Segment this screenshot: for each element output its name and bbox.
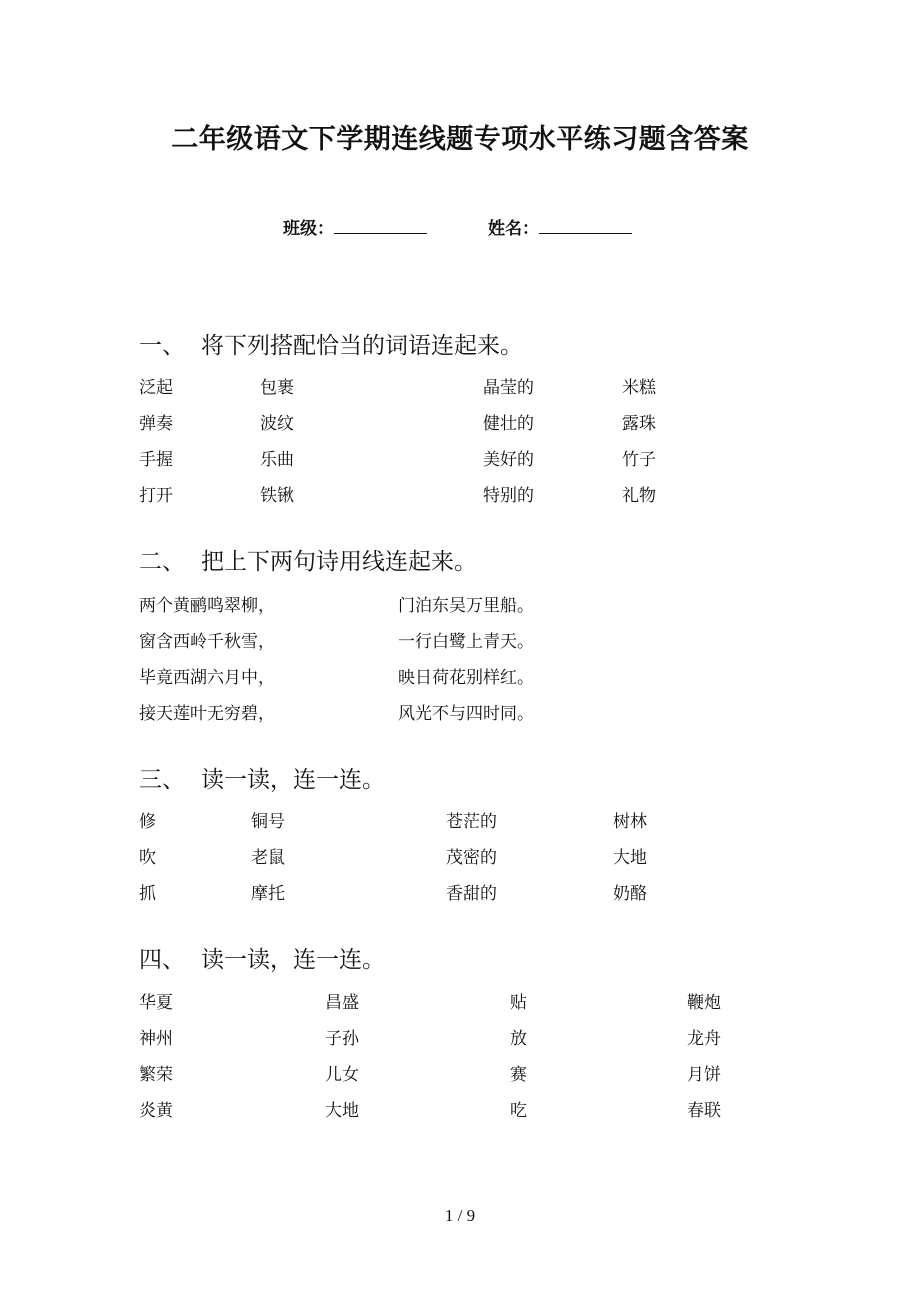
word-cell: 子孙	[325, 1029, 359, 1049]
word-cell: 炎黄	[139, 1101, 173, 1121]
word-cell: 放	[510, 1029, 527, 1049]
word-cell: 龙舟	[687, 1029, 721, 1049]
word-cell: 波纹	[260, 414, 294, 434]
word-cell: 贴	[510, 993, 527, 1013]
word-cell: 美好的	[483, 450, 534, 470]
section-number: 一、	[139, 333, 185, 359]
section-1-heading	[139, 327, 523, 360]
poem-line: 风光不与四时同。	[398, 704, 534, 724]
word-cell: 老鼠	[251, 848, 285, 868]
word-cell: 礼物	[622, 486, 656, 506]
section-title: 将下列搭配恰当的词语连起来。	[201, 333, 523, 359]
word-cell: 茂密的	[446, 848, 497, 868]
word-cell: 晶莹的	[483, 378, 534, 398]
word-cell: 铜号	[251, 812, 285, 832]
word-cell: 树林	[613, 812, 647, 832]
poem-line: 窗含西岭千秋雪，	[139, 632, 275, 652]
word-cell: 弹奏	[139, 414, 173, 434]
name-label: 姓名：	[488, 219, 539, 239]
poem-line: 门泊东吴万里船。	[398, 596, 534, 616]
word-cell: 华夏	[139, 993, 173, 1013]
section-title: 读一读，连一连。	[201, 947, 385, 973]
word-cell: 特别的	[483, 486, 534, 506]
section-title: 把上下两句诗用线连起来。	[201, 549, 477, 575]
poem-line: 映日荷花别样红。	[398, 668, 534, 688]
word-cell: 赛	[510, 1065, 527, 1085]
word-cell: 手握	[139, 450, 173, 470]
word-cell: 儿女	[325, 1065, 359, 1085]
word-cell: 月饼	[687, 1065, 721, 1085]
word-cell: 大地	[613, 848, 647, 868]
section-2-heading	[139, 543, 477, 576]
word-cell: 包裹	[260, 378, 294, 398]
name-field	[488, 214, 632, 239]
word-cell: 米糕	[622, 378, 656, 398]
class-label: 班级：	[283, 219, 334, 239]
word-cell: 繁荣	[139, 1065, 173, 1085]
poem-line: 接天莲叶无穷碧，	[139, 704, 275, 724]
poem-line: 毕竟西湖六月中，	[139, 668, 275, 688]
word-cell: 露珠	[622, 414, 656, 434]
word-cell: 昌盛	[325, 993, 359, 1013]
word-cell: 奶酪	[613, 884, 647, 904]
word-cell: 吃	[510, 1101, 527, 1121]
word-cell: 乐曲	[260, 450, 294, 470]
poem-line: 一行白鹭上青天。	[398, 632, 534, 652]
section-number: 三、	[139, 767, 185, 793]
section-number: 二、	[139, 549, 185, 575]
word-cell: 竹子	[622, 450, 656, 470]
word-cell: 摩托	[251, 884, 285, 904]
class-blank[interactable]	[334, 219, 427, 234]
word-cell: 苍茫的	[446, 812, 497, 832]
section-4-heading	[139, 941, 385, 974]
section-title: 读一读，连一连。	[201, 767, 385, 793]
word-cell: 修	[139, 812, 156, 832]
class-field	[283, 214, 427, 239]
page-title: 二年级语文下学期连线题专项水平练习题含答案	[171, 124, 749, 155]
name-blank[interactable]	[539, 219, 632, 234]
poem-line: 两个黄鹂鸣翠柳，	[139, 596, 275, 616]
word-cell: 铁锹	[260, 486, 294, 506]
word-cell: 吹	[139, 848, 156, 868]
section-number: 四、	[139, 947, 185, 973]
word-cell: 抓	[139, 884, 156, 904]
word-cell: 香甜的	[446, 884, 497, 904]
word-cell: 健壮的	[483, 414, 534, 434]
word-cell: 神州	[139, 1029, 173, 1049]
page-number: 1 / 9	[444, 1206, 476, 1225]
word-cell: 打开	[139, 486, 173, 506]
word-cell: 泛起	[139, 378, 173, 398]
word-cell: 大地	[325, 1101, 359, 1121]
word-cell: 春联	[687, 1101, 721, 1121]
word-cell: 鞭炮	[687, 993, 721, 1013]
section-3-heading	[139, 761, 385, 794]
